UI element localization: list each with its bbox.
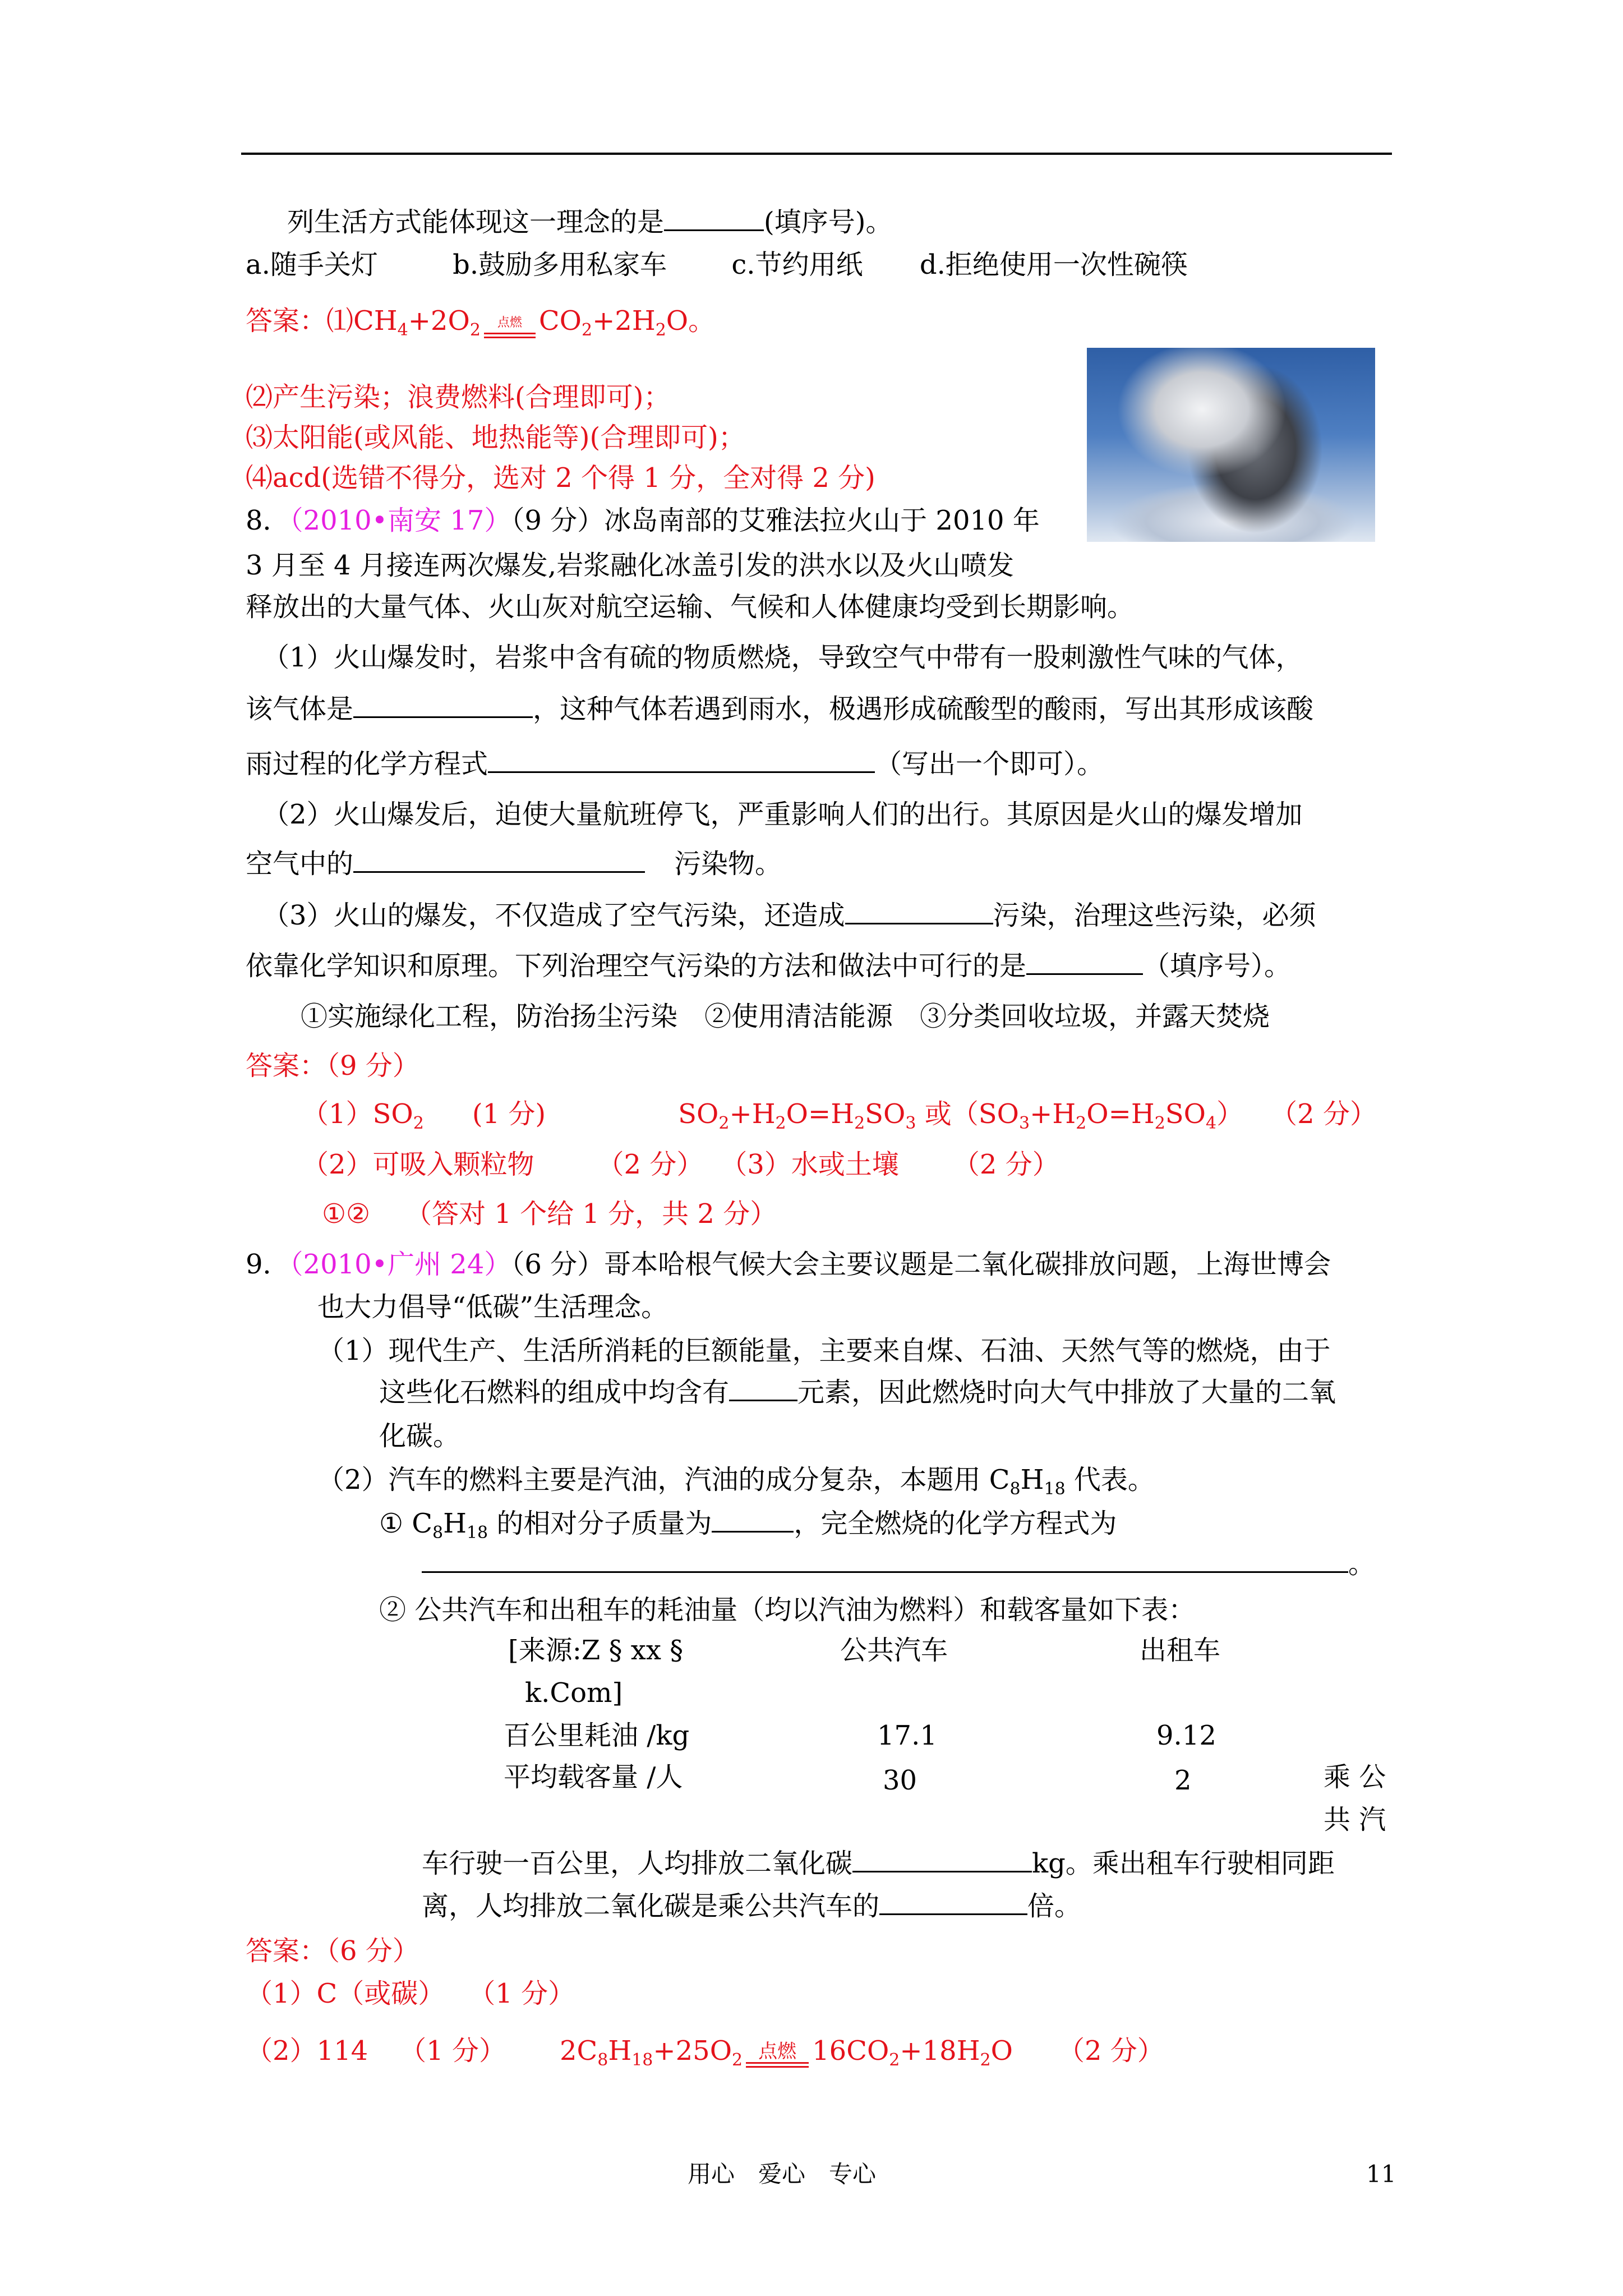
- q8-s1-a: （1）火山爆发时，岩浆中含有硫的物质燃烧，导致空气中带有一股刺激性气味的气体，: [262, 642, 1303, 673]
- table-col-taxi: 出租车: [1140, 1635, 1221, 1666]
- volcano-photo: [1087, 348, 1375, 542]
- intro-options: [246, 247, 1188, 283]
- q8-s1-c: 雨过程的化学方程式 （写出一个即可）。: [246, 746, 1104, 782]
- q9-c3-a: 车行驶一百公里，人均排放二氧化碳 kg。乘出租车行驶相同距: [422, 1846, 1335, 1881]
- table-row2-taxi: 2: [1174, 1765, 1192, 1796]
- answer8-line-2: （2）可吸入颗粒物 （2 分） （3）水或土壤 （2 分）: [302, 1149, 1059, 1180]
- answer7-p3: ⑶太阳能(或风能、地热能等)(合理即可)；: [246, 422, 745, 453]
- footer-motto: 用心 爱心 专心: [688, 2160, 877, 2188]
- option-d: d.拒绝使用一次性碗筷: [919, 249, 1188, 280]
- answer8-line-3: ①② （答对 1 个给 1 分，共 2 分）: [322, 1198, 777, 1230]
- q9-c2: ② 公共汽车和出租车的耗油量（均以汽油为燃料）和载客量如下表：: [379, 1594, 1196, 1626]
- answer-blank[interactable]: [879, 1889, 1027, 1915]
- answer8-label: 答案：（9 分）: [246, 1050, 419, 1082]
- reaction-arrow: 点燃: [746, 2045, 809, 2068]
- table-source-1: [来源:Z § xx §: [508, 1635, 684, 1666]
- q9-s1-b: 这些化石燃料的组成中均含有 元素，因此燃烧时向大气中排放了大量的二氧: [379, 1374, 1336, 1410]
- answer-blank[interactable]: [712, 1506, 794, 1533]
- header-rule: [241, 153, 1392, 155]
- table-row2-label: 平均载客量 /人: [504, 1761, 683, 1793]
- q9-line-1: 9．（2010•广州 24）（6 分）哥本哈根气候大会主要议题是二氧化碳排放问题，上海世博会: [246, 1249, 1331, 1280]
- q8-line-1: 8．（2010•南安 17）（9 分）冰岛南部的艾雅法拉火山于 2010 年: [246, 505, 1040, 536]
- q9-line-2: 也大力倡导“低碳”生活理念。: [317, 1291, 668, 1323]
- q8-s1-b: 该气体是 ，这种气体若遇到雨水，极遇形成硫酸型的酸雨，写出其形成该酸: [246, 691, 1313, 727]
- answer9-line-2: （2）114 （1 分） $2C_8H_{18}+25O_2$ 点燃 $16CO_2+18H_2O$ （2 分）: [246, 2035, 1164, 2070]
- answer-blank[interactable]: [488, 747, 875, 773]
- q8-line-2: 3 月至 4 月接连两次爆发,岩浆融化冰盖引发的洪水以及火山喷发: [246, 550, 1015, 581]
- table-row1-taxi: 9.12: [1156, 1720, 1216, 1751]
- page-number: 11: [1366, 2160, 1396, 2188]
- answer-blank[interactable]: [422, 1547, 1348, 1573]
- answer7-p2: ⑵产生污染；浪费燃料(合理即可)；: [246, 381, 671, 413]
- answer-blank[interactable]: [729, 1375, 797, 1401]
- answer9-label: 答案：（6 分）: [246, 1935, 419, 1967]
- q8-s2-a: （2）火山爆发后，迫使大量航班停飞，严重影响人们的出行。其原因是火山的爆发增加: [262, 799, 1303, 830]
- answer9-line-1: （1）C（或碳） （1 分）: [246, 1978, 575, 2009]
- answer8-line-1: $(1)SO_2$ (1 分) $SO_2+H_2O=H_2SO_3$ 或$(SO_3+H_2O=H_2SO_4)$ （2 分）: [302, 1098, 1377, 1133]
- answer-blank[interactable]: [852, 1846, 1032, 1872]
- intro-line-1: 列生活方式能体现这一理念的是 (填序号)。: [287, 204, 892, 240]
- answer-blank[interactable]: [353, 846, 645, 873]
- q8-s3-a: （3）火山的爆发，不仅造成了空气污染，还造成 污染，治理这些污染，必须: [262, 898, 1316, 933]
- q8-choices: ①实施绿化工程，防治扬尘污染 ②使用清洁能源 ③分类回收垃圾，并露天焚烧: [301, 1001, 1270, 1032]
- option-c: c.节约用纸: [731, 249, 863, 280]
- answer-blank[interactable]: [664, 205, 764, 231]
- option-b: b.鼓励多用私家车: [453, 249, 667, 280]
- q9-s2: （2）汽车的燃料主要是汽油，汽油的成分复杂，本题用 $C_8H_{18}$ 代表。: [317, 1464, 1155, 1499]
- option-a: a.随手关灯: [246, 249, 378, 280]
- q9-source: （2010•广州 24）: [289, 1249, 511, 1280]
- q9-tail-2: 共 汽: [1324, 1804, 1386, 1835]
- table-col-bus: 公共汽车: [840, 1635, 948, 1666]
- table-source-2: k.Com]: [525, 1677, 623, 1709]
- q9-c1-equation-line: 。: [422, 1546, 1375, 1582]
- q9-s1-c: 化碳。: [379, 1420, 460, 1452]
- answer-blank[interactable]: [353, 692, 533, 718]
- table-row1-label: 百公里耗油 /kg: [504, 1720, 690, 1751]
- q8-line-3: 释放出的大量气体、火山灰对航空运输、气候和人体健康均受到长期影响。: [246, 591, 1135, 623]
- answer7-eq: 答案：$⑴CH_4+2O_2$ 点燃 $CO_2+2H_2O$。: [246, 305, 716, 340]
- reaction-arrow: 点燃: [484, 320, 536, 338]
- table-row2-bus: 30: [883, 1765, 917, 1796]
- q9-c1: ① $C_8H_{18}$ 的相对分子质量为 ，完全燃烧的化学方程式为: [379, 1506, 1117, 1542]
- q9-c3-b: 离，人均排放二氧化碳是乘公共汽车的 倍。: [422, 1888, 1081, 1924]
- q9-tail-1: 乘 公: [1324, 1761, 1386, 1793]
- q8-s3-b: 依靠化学知识和原理。下列治理空气污染的方法和做法中可行的是 （填序号）。: [246, 948, 1291, 984]
- table-row1-bus: 17.1: [877, 1720, 937, 1751]
- answer7-p4: ⑷acd(选错不得分，选对 2 个得 1 分，全对得 2 分): [246, 462, 875, 494]
- answer-blank[interactable]: [845, 898, 993, 924]
- q9-s1-a: （1）现代生产、生活所消耗的巨额能量，主要来自煤、石油、天然气等的燃烧，由于: [317, 1335, 1331, 1366]
- answer-blank[interactable]: [1026, 949, 1143, 975]
- q8-source: （2010•南安 17）: [289, 505, 511, 536]
- q8-s2-b: 空气中的 污染物。: [246, 846, 782, 882]
